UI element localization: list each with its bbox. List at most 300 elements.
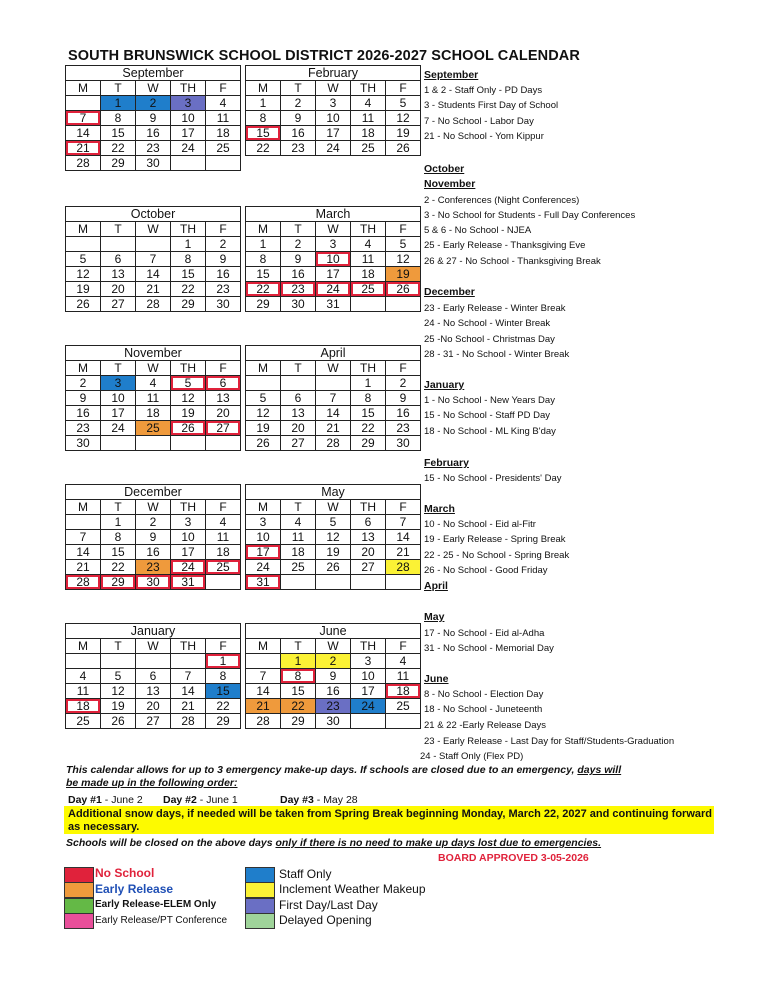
day-cell: M	[246, 81, 281, 96]
day-cell: 16	[386, 406, 421, 421]
makeup-note: This calendar allows for up to 3 emergency make-up days. If schools are closed due to an emergency, days will	[66, 764, 622, 776]
day-cell: 25	[351, 141, 386, 156]
legend-early-release: Early Release	[95, 882, 174, 896]
day-cell: 19	[66, 282, 101, 297]
day-cell: T	[281, 500, 316, 515]
day-cell: 5	[386, 237, 421, 252]
legend-staff-only: Staff Only	[279, 867, 332, 881]
day-cell: 13	[281, 406, 316, 421]
day-cell: 18	[281, 545, 316, 560]
calendar-december	[65, 484, 241, 590]
side-heading-november: November	[424, 178, 476, 190]
page-title: SOUTH BRUNSWICK SCHOOL DISTRICT 2026-2027 SCHOOL CALENDAR	[68, 48, 580, 64]
side-heading-february: February	[424, 457, 469, 469]
legend-swatch-first-last	[245, 898, 275, 914]
day-cell	[316, 575, 351, 590]
day-cell: TH	[171, 500, 206, 515]
day-cell	[386, 714, 421, 729]
side-item: 24 - No School - Winter Break	[424, 318, 551, 329]
side-item: 31 - No School - Memorial Day	[424, 643, 554, 654]
day-cell: 6	[281, 391, 316, 406]
day-cell: 17	[351, 684, 386, 699]
day-cell: 30	[206, 297, 241, 312]
snow-days-note: Additional snow days, if needed will be taken from Spring Break beginning Monday, March 22, 2027 and continuing forward as necessary.	[64, 806, 714, 834]
day-cell: 18	[206, 545, 241, 560]
day-cell: 21	[246, 699, 281, 714]
calendar-march	[245, 206, 421, 312]
day-cell	[101, 237, 136, 252]
day-cell: 5	[246, 391, 281, 406]
day-cell: 2	[281, 96, 316, 111]
day-cell: 25	[206, 141, 241, 156]
day-cell: 3	[101, 376, 136, 391]
day-cell: 15	[101, 126, 136, 141]
day-cell: 2	[136, 96, 171, 111]
side-item: 22 - 25 - No School - Spring Break	[424, 550, 570, 561]
day-cell: 1	[171, 237, 206, 252]
day-cell: 22	[101, 560, 136, 575]
day-cell: 21	[66, 560, 101, 575]
calendar-april	[245, 345, 421, 451]
day-cell: 3	[246, 515, 281, 530]
day-cell: 27	[136, 714, 171, 729]
day-cell	[101, 436, 136, 451]
day-cell: 12	[101, 684, 136, 699]
day-cell: 17	[316, 126, 351, 141]
day-cell: W	[316, 639, 351, 654]
day-cell: 14	[66, 126, 101, 141]
day-cell: 16	[206, 267, 241, 282]
side-item: 26 - No School - Good Friday	[424, 565, 548, 576]
day-cell: 25	[66, 714, 101, 729]
day-cell	[316, 376, 351, 391]
day-cell: 28	[246, 714, 281, 729]
day-cell: 6	[136, 669, 171, 684]
day-cell: 15	[351, 406, 386, 421]
day-cell: 26	[246, 436, 281, 451]
day-cell: TH	[171, 639, 206, 654]
day-cell: 25	[206, 560, 241, 575]
day-cell: 30	[281, 297, 316, 312]
side-item: 7 - No School - Labor Day	[424, 116, 534, 127]
day-cell: 14	[386, 530, 421, 545]
day-cell: 24	[351, 699, 386, 714]
day-cell: TH	[351, 639, 386, 654]
day-cell: W	[316, 361, 351, 376]
day-cell: 26	[386, 141, 421, 156]
day-cell: TH	[171, 361, 206, 376]
makeup-note-2: be made up in the following order:	[66, 777, 238, 789]
day-cell: TH	[351, 500, 386, 515]
day-cell: 18	[386, 684, 421, 699]
day-cell: 26	[171, 421, 206, 436]
day-cell: 27	[101, 297, 136, 312]
day-cell: 4	[206, 96, 241, 111]
legend-first-last: First Day/Last Day	[279, 898, 378, 912]
day-cell: T	[281, 361, 316, 376]
day-cell: 9	[386, 391, 421, 406]
day-cell: 2	[281, 237, 316, 252]
day-cell: 21	[66, 141, 101, 156]
day-cell	[386, 297, 421, 312]
day-cell	[171, 654, 206, 669]
day-cell: 1	[206, 654, 241, 669]
day-cell: 15	[171, 267, 206, 282]
day-cell: 10	[101, 391, 136, 406]
day-cell: F	[206, 500, 241, 515]
day-cell: 29	[206, 714, 241, 729]
day-cell: 8	[281, 669, 316, 684]
day-cell: 1	[101, 515, 136, 530]
day-cell: 11	[386, 669, 421, 684]
day-cell: 16	[316, 684, 351, 699]
day-cell: 27	[351, 560, 386, 575]
day-cell: 26	[316, 560, 351, 575]
legend-swatch-delayed	[245, 913, 275, 929]
day-cell	[206, 436, 241, 451]
day-cell: 2	[66, 376, 101, 391]
day-cell: 24	[171, 141, 206, 156]
day-cell: F	[386, 81, 421, 96]
side-item: 24 - Staff Only (Flex PD)	[420, 751, 524, 762]
day-cell: 16	[281, 267, 316, 282]
day-cell: 31	[246, 575, 281, 590]
day-cell: TH	[351, 222, 386, 237]
day-cell: 18	[136, 406, 171, 421]
day-cell: F	[386, 222, 421, 237]
legend-inclement: Inclement Weather Makeup	[279, 882, 426, 896]
day-cell: 17	[171, 126, 206, 141]
day-cell: 9	[66, 391, 101, 406]
month-name: December	[66, 485, 241, 500]
day-cell	[66, 515, 101, 530]
day-cell: 10	[171, 530, 206, 545]
day-cell: 10	[316, 111, 351, 126]
day-cell: 25	[136, 421, 171, 436]
day-cell	[206, 156, 241, 171]
day-cell: M	[246, 639, 281, 654]
day-cell: 14	[246, 684, 281, 699]
day-cell: 29	[246, 297, 281, 312]
day-cell	[206, 575, 241, 590]
day-cell: F	[206, 81, 241, 96]
calendar-february	[245, 65, 421, 156]
side-item: 25 - Early Release - Thanksgiving Eve	[424, 240, 586, 251]
day-cell: 20	[101, 282, 136, 297]
day-cell: 3	[316, 237, 351, 252]
month-name: January	[66, 624, 241, 639]
day-cell: 5	[171, 376, 206, 391]
day-cell: 8	[101, 530, 136, 545]
day-cell: 6	[206, 376, 241, 391]
side-item: 19 - Early Release - Spring Break	[424, 534, 566, 545]
side-item: 23 - Early Release - Last Day for Staff/Students-Graduation	[424, 736, 675, 747]
closed-note: Schools will be closed on the above days only if there is no need to make up days lost due to emergencies.	[66, 837, 602, 849]
day-cell: 1	[101, 96, 136, 111]
side-item: 21 & 22 -Early Release Days	[424, 720, 546, 731]
day-cell: 24	[101, 421, 136, 436]
day-cell: 2	[206, 237, 241, 252]
day-cell: 22	[101, 141, 136, 156]
day-cell: M	[246, 500, 281, 515]
side-item: 21 - No School - Yom Kippur	[424, 131, 544, 142]
legend-swatch-early-release	[64, 882, 94, 898]
month-name: March	[246, 207, 421, 222]
day-cell: 21	[171, 699, 206, 714]
day-cell: 17	[171, 545, 206, 560]
side-heading-january: January	[424, 379, 465, 391]
side-item: 23 - Early Release - Winter Break	[424, 303, 566, 314]
month-name: May	[246, 485, 421, 500]
day-cell: 1	[246, 96, 281, 111]
day-cell: 15	[246, 126, 281, 141]
day-cell: 11	[351, 252, 386, 267]
day-cell: 28	[66, 156, 101, 171]
day-cell: 8	[351, 391, 386, 406]
day-cell: 6	[351, 515, 386, 530]
side-heading-may: May	[424, 611, 445, 623]
day-cell: 20	[351, 545, 386, 560]
day-cell: 1	[281, 654, 316, 669]
day-cell: M	[246, 222, 281, 237]
day-cell: 2	[386, 376, 421, 391]
day-cell: 30	[136, 156, 171, 171]
month-name: June	[246, 624, 421, 639]
side-heading-september: September	[424, 69, 479, 81]
legend-swatch-inclement	[245, 882, 275, 898]
day-cell: 23	[316, 699, 351, 714]
day-cell: 3	[171, 515, 206, 530]
day-cell: 29	[171, 297, 206, 312]
day-cell: 12	[246, 406, 281, 421]
day-cell: 15	[246, 267, 281, 282]
board-approved: BOARD APPROVED 3-05-2026	[438, 852, 589, 864]
day-cell: 1	[351, 376, 386, 391]
day-cell: 7	[171, 669, 206, 684]
day-cell: 13	[351, 530, 386, 545]
day-cell: 22	[171, 282, 206, 297]
calendar-january	[65, 623, 241, 729]
day-cell: 14	[316, 406, 351, 421]
day-cell: 4	[136, 376, 171, 391]
makeup-day-1: Day #1 - June 2	[68, 794, 143, 806]
day-cell: 2	[136, 515, 171, 530]
day-cell: 7	[66, 530, 101, 545]
day-cell: 17	[101, 406, 136, 421]
day-cell: 10	[246, 530, 281, 545]
day-cell: 11	[281, 530, 316, 545]
day-cell: 12	[386, 252, 421, 267]
side-item: 5 & 6 - No School - NJEA	[424, 225, 532, 236]
day-cell: 29	[351, 436, 386, 451]
month-name: February	[246, 66, 421, 81]
day-cell: 4	[386, 654, 421, 669]
day-cell: TH	[171, 222, 206, 237]
side-item: 15 - No School - Staff PD Day	[424, 410, 551, 421]
day-cell: W	[136, 500, 171, 515]
calendar-november	[65, 345, 241, 451]
day-cell: 19	[386, 126, 421, 141]
month-name: September	[66, 66, 241, 81]
day-cell: 29	[101, 156, 136, 171]
side-item: 8 - No School - Election Day	[424, 689, 544, 700]
day-cell: 24	[316, 141, 351, 156]
day-cell: 26	[101, 714, 136, 729]
day-cell: 11	[206, 111, 241, 126]
day-cell: 19	[246, 421, 281, 436]
day-cell: 9	[206, 252, 241, 267]
day-cell: 3	[351, 654, 386, 669]
side-item: 10 - No School - Eid al-Fitr	[424, 519, 536, 530]
day-cell: 13	[101, 267, 136, 282]
day-cell: 12	[316, 530, 351, 545]
day-cell: 4	[281, 515, 316, 530]
day-cell: 30	[66, 436, 101, 451]
legend-swatch-early-release-elem	[64, 898, 94, 914]
day-cell: 30	[386, 436, 421, 451]
day-cell	[171, 156, 206, 171]
day-cell: 25	[351, 282, 386, 297]
day-cell: 7	[386, 515, 421, 530]
day-cell: F	[206, 222, 241, 237]
day-cell: T	[281, 222, 316, 237]
day-cell	[386, 575, 421, 590]
side-heading-june: June	[424, 673, 449, 685]
calendar-october	[65, 206, 241, 312]
day-cell: 8	[206, 669, 241, 684]
day-cell: 4	[351, 237, 386, 252]
day-cell: T	[281, 81, 316, 96]
day-cell	[171, 436, 206, 451]
day-cell: W	[136, 361, 171, 376]
day-cell: F	[206, 639, 241, 654]
calendar-september	[65, 65, 241, 171]
day-cell: 19	[101, 699, 136, 714]
calendar-june	[245, 623, 421, 729]
day-cell: F	[206, 361, 241, 376]
day-cell: M	[66, 639, 101, 654]
day-cell: 24	[246, 560, 281, 575]
day-cell: 28	[136, 297, 171, 312]
day-cell: 31	[316, 297, 351, 312]
day-cell: 9	[281, 252, 316, 267]
month-name: April	[246, 346, 421, 361]
day-cell: 28	[316, 436, 351, 451]
day-cell: 23	[136, 560, 171, 575]
calendar-may	[245, 484, 421, 590]
day-cell: 5	[386, 96, 421, 111]
day-cell: 24	[316, 282, 351, 297]
day-cell: 17	[246, 545, 281, 560]
day-cell: 11	[351, 111, 386, 126]
side-item: 18 - No School - ML King B'day	[424, 426, 556, 437]
day-cell: 14	[171, 684, 206, 699]
day-cell: 25	[386, 699, 421, 714]
side-item: 28 - 31 - No School - Winter Break	[424, 349, 570, 360]
day-cell: 22	[351, 421, 386, 436]
day-cell	[246, 654, 281, 669]
month-name: November	[66, 346, 241, 361]
day-cell: 29	[281, 714, 316, 729]
day-cell: 19	[386, 267, 421, 282]
day-cell: T	[101, 500, 136, 515]
day-cell: W	[136, 81, 171, 96]
day-cell: T	[101, 361, 136, 376]
day-cell	[136, 237, 171, 252]
side-item: 26 & 27 - No School - Thanksgiving Break	[424, 256, 601, 267]
day-cell: 11	[206, 530, 241, 545]
legend-delayed: Delayed Opening	[279, 913, 372, 927]
day-cell: 21	[316, 421, 351, 436]
day-cell: 6	[101, 252, 136, 267]
side-item: 15 - No School - Presidents' Day	[424, 473, 562, 484]
day-cell: 17	[316, 267, 351, 282]
day-cell: 22	[206, 699, 241, 714]
day-cell: 22	[246, 141, 281, 156]
day-cell	[136, 654, 171, 669]
day-cell: 10	[351, 669, 386, 684]
day-cell: 23	[136, 141, 171, 156]
day-cell: M	[66, 81, 101, 96]
side-heading-april: April	[424, 580, 448, 592]
side-heading-march: March	[424, 503, 455, 515]
day-cell: 18	[206, 126, 241, 141]
day-cell: 18	[351, 126, 386, 141]
day-cell: 12	[66, 267, 101, 282]
day-cell	[281, 575, 316, 590]
day-cell: M	[246, 361, 281, 376]
day-cell: 7	[136, 252, 171, 267]
day-cell	[66, 654, 101, 669]
day-cell: 10	[171, 111, 206, 126]
day-cell: F	[386, 639, 421, 654]
day-cell	[246, 376, 281, 391]
day-cell	[66, 96, 101, 111]
day-cell: 3	[316, 96, 351, 111]
day-cell: M	[66, 222, 101, 237]
day-cell: 1	[246, 237, 281, 252]
day-cell	[136, 436, 171, 451]
day-cell: 3	[171, 96, 206, 111]
day-cell: 9	[281, 111, 316, 126]
day-cell	[351, 575, 386, 590]
day-cell: 22	[281, 699, 316, 714]
day-cell: 7	[246, 669, 281, 684]
day-cell: 19	[316, 545, 351, 560]
month-name: October	[66, 207, 241, 222]
day-cell: 23	[66, 421, 101, 436]
day-cell: 16	[66, 406, 101, 421]
day-cell: 27	[281, 436, 316, 451]
day-cell: 25	[281, 560, 316, 575]
day-cell: 8	[246, 111, 281, 126]
day-cell: W	[136, 222, 171, 237]
day-cell: 31	[171, 575, 206, 590]
day-cell: 4	[351, 96, 386, 111]
day-cell: 18	[66, 699, 101, 714]
day-cell: 21	[136, 282, 171, 297]
day-cell: 29	[101, 575, 136, 590]
side-heading-december: December	[424, 286, 475, 298]
day-cell: M	[66, 500, 101, 515]
day-cell: 5	[316, 515, 351, 530]
day-cell: 7	[66, 111, 101, 126]
day-cell: T	[101, 222, 136, 237]
day-cell: W	[316, 81, 351, 96]
day-cell: 15	[101, 545, 136, 560]
day-cell: 16	[281, 126, 316, 141]
day-cell: 23	[281, 282, 316, 297]
